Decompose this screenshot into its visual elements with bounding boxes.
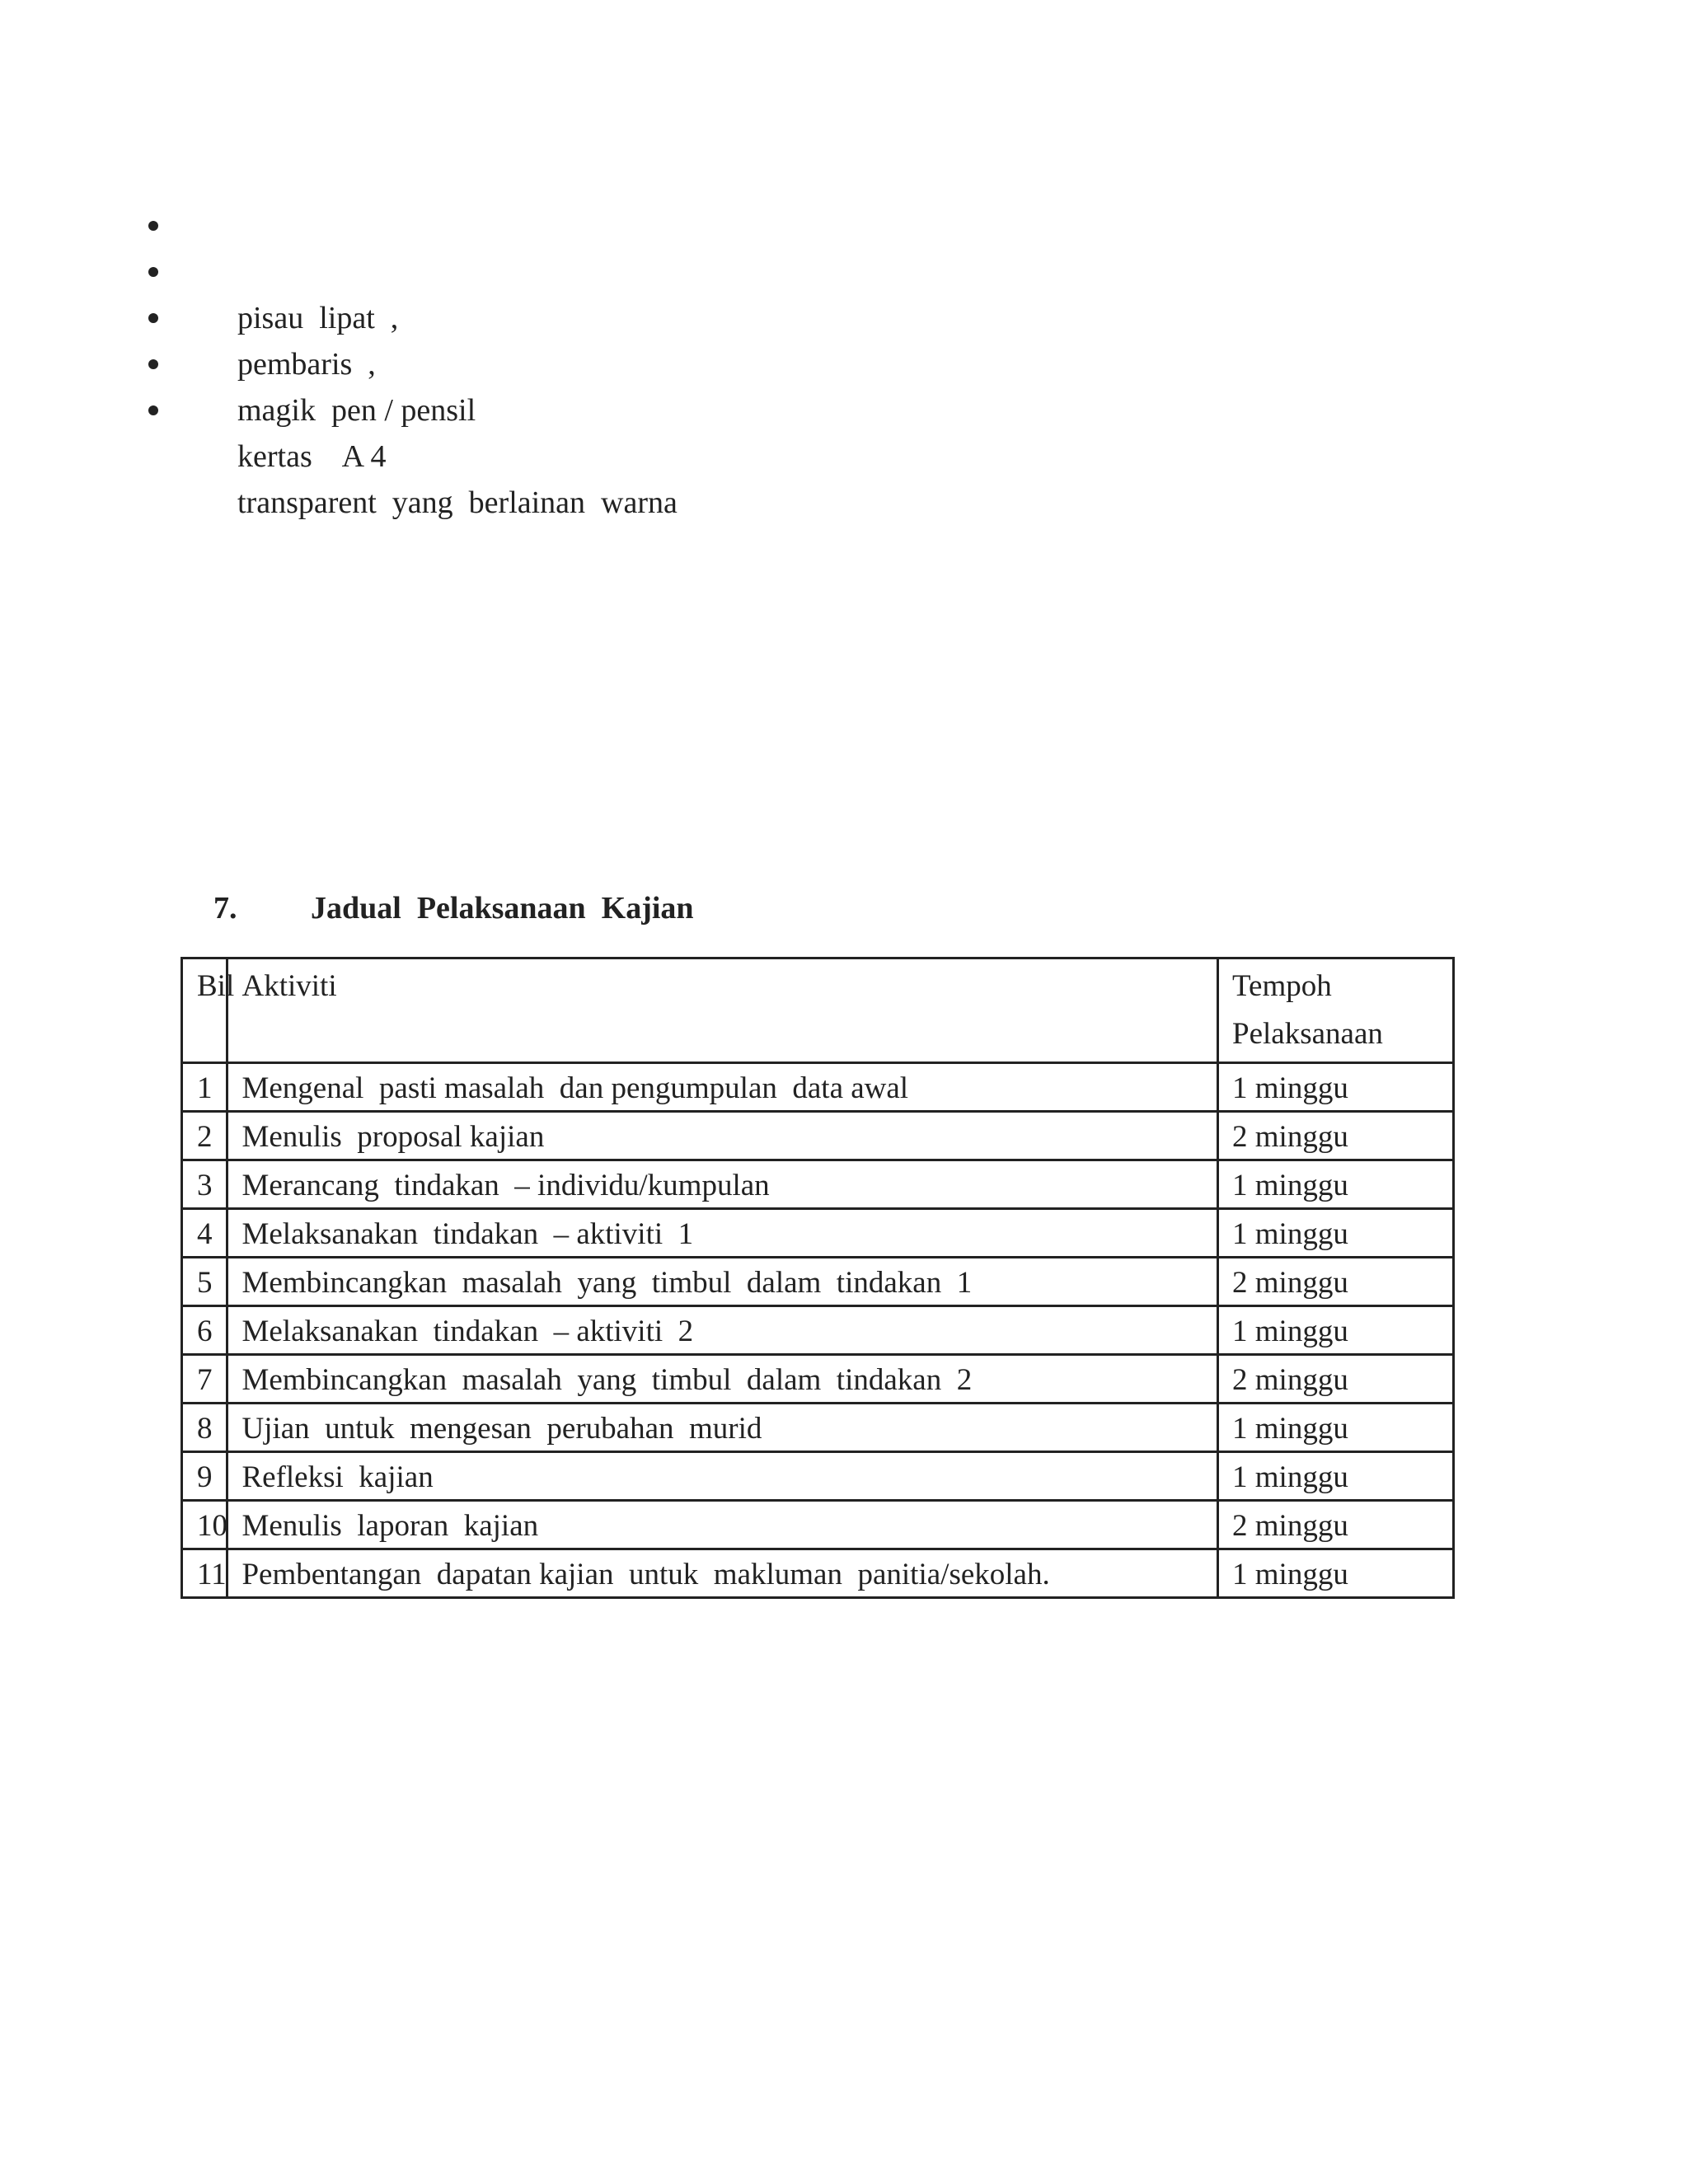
- cell-bil: 6: [182, 1306, 227, 1355]
- cell-bil: 7: [182, 1355, 227, 1404]
- cell-aktiviti: Pembentangan dapatan kajian untuk makluman panitia/sekolah.: [227, 1549, 1218, 1598]
- table-row: [182, 1209, 1454, 1258]
- bullet-icon: [148, 359, 158, 369]
- table-row: [182, 1258, 1454, 1306]
- cell-tempoh: 2 minggu: [1218, 1501, 1454, 1549]
- cell-bil: 3: [182, 1160, 227, 1209]
- materials-item-text: kertas A 4: [237, 439, 387, 474]
- table-row: [182, 1355, 1454, 1404]
- table-row: [182, 1452, 1454, 1501]
- header-tempoh-line1: Tempoh: [1232, 969, 1332, 1003]
- cell-tempoh: 1 minggu: [1218, 1404, 1454, 1452]
- cell-tempoh: 2 minggu: [1218, 1112, 1454, 1160]
- section-number: 7.: [213, 891, 237, 926]
- table-row: [182, 1501, 1454, 1549]
- cell-tempoh: 1 minggu: [1218, 1063, 1454, 1112]
- cell-tempoh: 2 minggu: [1218, 1258, 1454, 1306]
- bullet-icon: [148, 405, 158, 415]
- cell-aktiviti: Melaksanakan tindakan – aktiviti 1: [227, 1209, 1218, 1258]
- cell-aktiviti: Merancang tindakan – individu/kumpulan: [227, 1160, 1218, 1209]
- table-row: [182, 1306, 1454, 1355]
- cell-aktiviti: Membincangkan masalah yang timbul dalam tindakan 2: [227, 1355, 1218, 1404]
- cell-aktiviti: Menulis proposal kajian: [227, 1112, 1218, 1160]
- header-bil: Bil: [182, 958, 227, 1063]
- cell-aktiviti: Membincangkan masalah yang timbul dalam tindakan 1: [227, 1258, 1218, 1306]
- table-header-row: [182, 958, 1454, 1063]
- cell-tempoh: 1 minggu: [1218, 1452, 1454, 1501]
- section-title: Jadual Pelaksanaan Kajian: [311, 891, 694, 926]
- cell-bil: 10: [182, 1501, 227, 1549]
- schedule-table: [181, 957, 1455, 1599]
- materials-item-text: transparent yang berlainan warna: [237, 485, 678, 520]
- table-row: [182, 1160, 1454, 1209]
- cell-aktiviti: Refleksi kajian: [227, 1452, 1218, 1501]
- bullet-icon: [148, 267, 158, 277]
- materials-list: [148, 203, 678, 520]
- table-row: [182, 1404, 1454, 1452]
- cell-bil: 11: [182, 1549, 227, 1598]
- cell-tempoh: 1 minggu: [1218, 1306, 1454, 1355]
- cell-aktiviti: Ujian untuk mengesan perubahan murid: [227, 1404, 1218, 1452]
- cell-bil: 9: [182, 1452, 227, 1501]
- section-heading: [198, 839, 694, 931]
- cell-bil: 2: [182, 1112, 227, 1160]
- cell-aktiviti: Melaksanakan tindakan – aktiviti 2: [227, 1306, 1218, 1355]
- materials-item-text: pisau lipat ,: [237, 301, 399, 335]
- cell-bil: 8: [182, 1404, 227, 1452]
- bullet-icon: [148, 313, 158, 323]
- cell-bil: 4: [182, 1209, 227, 1258]
- cell-tempoh: 1 minggu: [1218, 1160, 1454, 1209]
- cell-tempoh: 1 minggu: [1218, 1549, 1454, 1598]
- table-row: [182, 1063, 1454, 1112]
- table-row: [182, 1549, 1454, 1598]
- header-tempoh-line2: Pelaksanaan: [1232, 1017, 1383, 1051]
- table-row: [182, 1112, 1454, 1160]
- bullet-icon: [148, 221, 158, 231]
- cell-aktiviti: Menulis laporan kajian: [227, 1501, 1218, 1549]
- materials-item-text: magik pen / pensil: [237, 393, 476, 428]
- cell-tempoh: 1 minggu: [1218, 1209, 1454, 1258]
- cell-aktiviti: Mengenal pasti masalah dan pengumpulan data awal: [227, 1063, 1218, 1112]
- cell-bil: 1: [182, 1063, 227, 1112]
- cell-tempoh: 2 minggu: [1218, 1355, 1454, 1404]
- materials-list-item: [148, 203, 678, 335]
- cell-bil: 5: [182, 1258, 227, 1306]
- header-aktiviti: Aktiviti: [227, 958, 1218, 1063]
- header-tempoh: [1218, 958, 1454, 1063]
- materials-item-text: pembaris ,: [237, 347, 376, 382]
